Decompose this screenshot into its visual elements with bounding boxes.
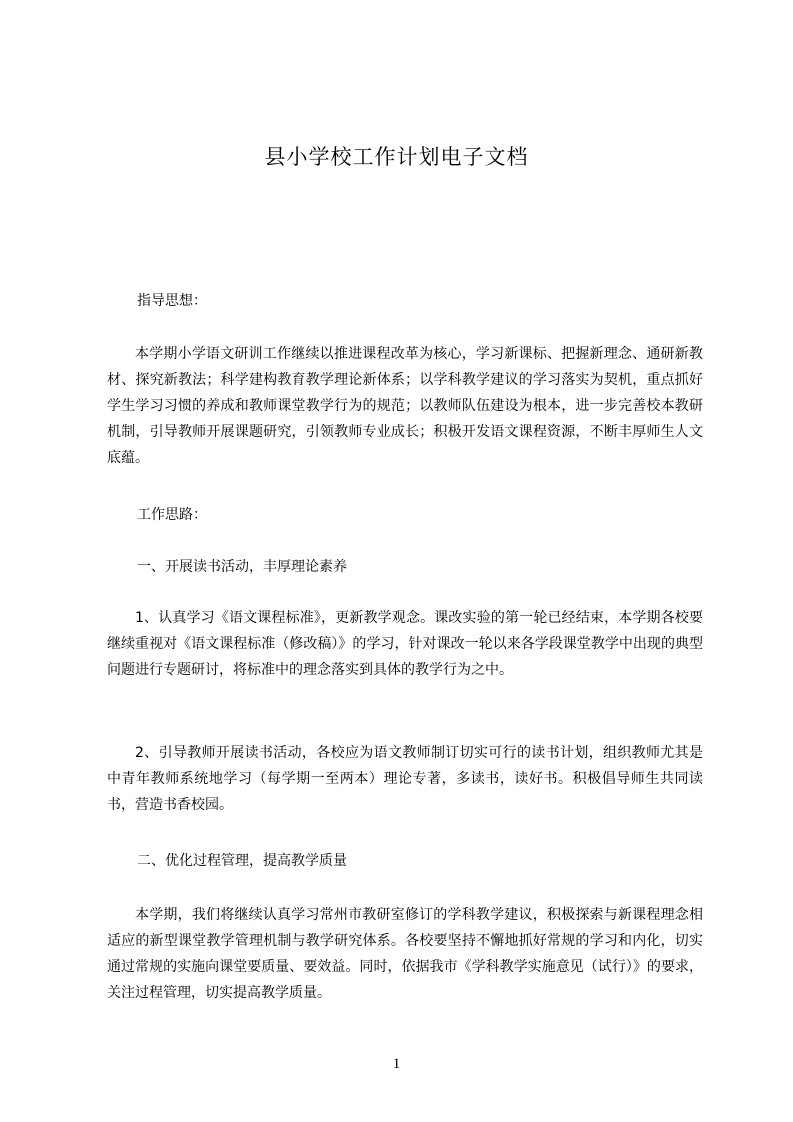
document-title: 县小学校工作计划电子文档 [264,145,529,169]
guiding-heading: 指导思想： [137,293,207,309]
page-number: 1 [392,1056,401,1072]
section1-item1: 1、认真学习《语文课程标准》，更新教学观念。课改实验的第一轮已经结束，本学期各校要继续重视对《语文课程标准（修改稿）》的学习，针对课改一轮以来各学段课堂教学中出现的典型问题进行专题研讨，将标准中的理念落实到具体的教学行为之中。 [107,610,703,678]
section1-heading: 一、开展读书活动，丰厚理论素养 [137,559,347,575]
guiding-paragraph: 本学期小学语文研训工作继续以推进课程改革为核心，学习新课标、把握新理念、通研新教材、探究新教法；科学建构教育教学理论新体系；以学科教学建议的学习落实为契机，重点抓好学生学习习惯的养成和教师课堂教学行为的规范；以教师队伍建设为根本，进一步完善校本教研机制，引导教师开展课题研究，引领教师专业成长；积极开发语文课程资源，不断丰厚师生人文底蕴。 [107,346,703,466]
section2-heading: 二、优化过程管理，提高教学质量 [137,853,347,869]
work-heading: 工作思路： [137,507,207,523]
section2-paragraph: 本学期，我们将继续认真学习常州市教研室修订的学科教学建议，积极探索与新课程理念相适应的新型课堂教学管理机制与教学研究体系。各校要坚持不懈地抓好常规的学习和内化，切实通过常规的实施向课堂要质量、要效益。同时，依据我市《学科教学实施意见（试行）》的要求，关注过程管理，切实提高教学质量。 [107,907,703,1001]
section1-item2: 2、引导教师开展读书活动，各校应为语文教师制订切实可行的读书计划，组织教师尤其是中青年教师系统地学习（每学期一至两本）理论专著，多读书，读好书。积极倡导师生共同读书，营造书香校园。 [107,745,703,813]
